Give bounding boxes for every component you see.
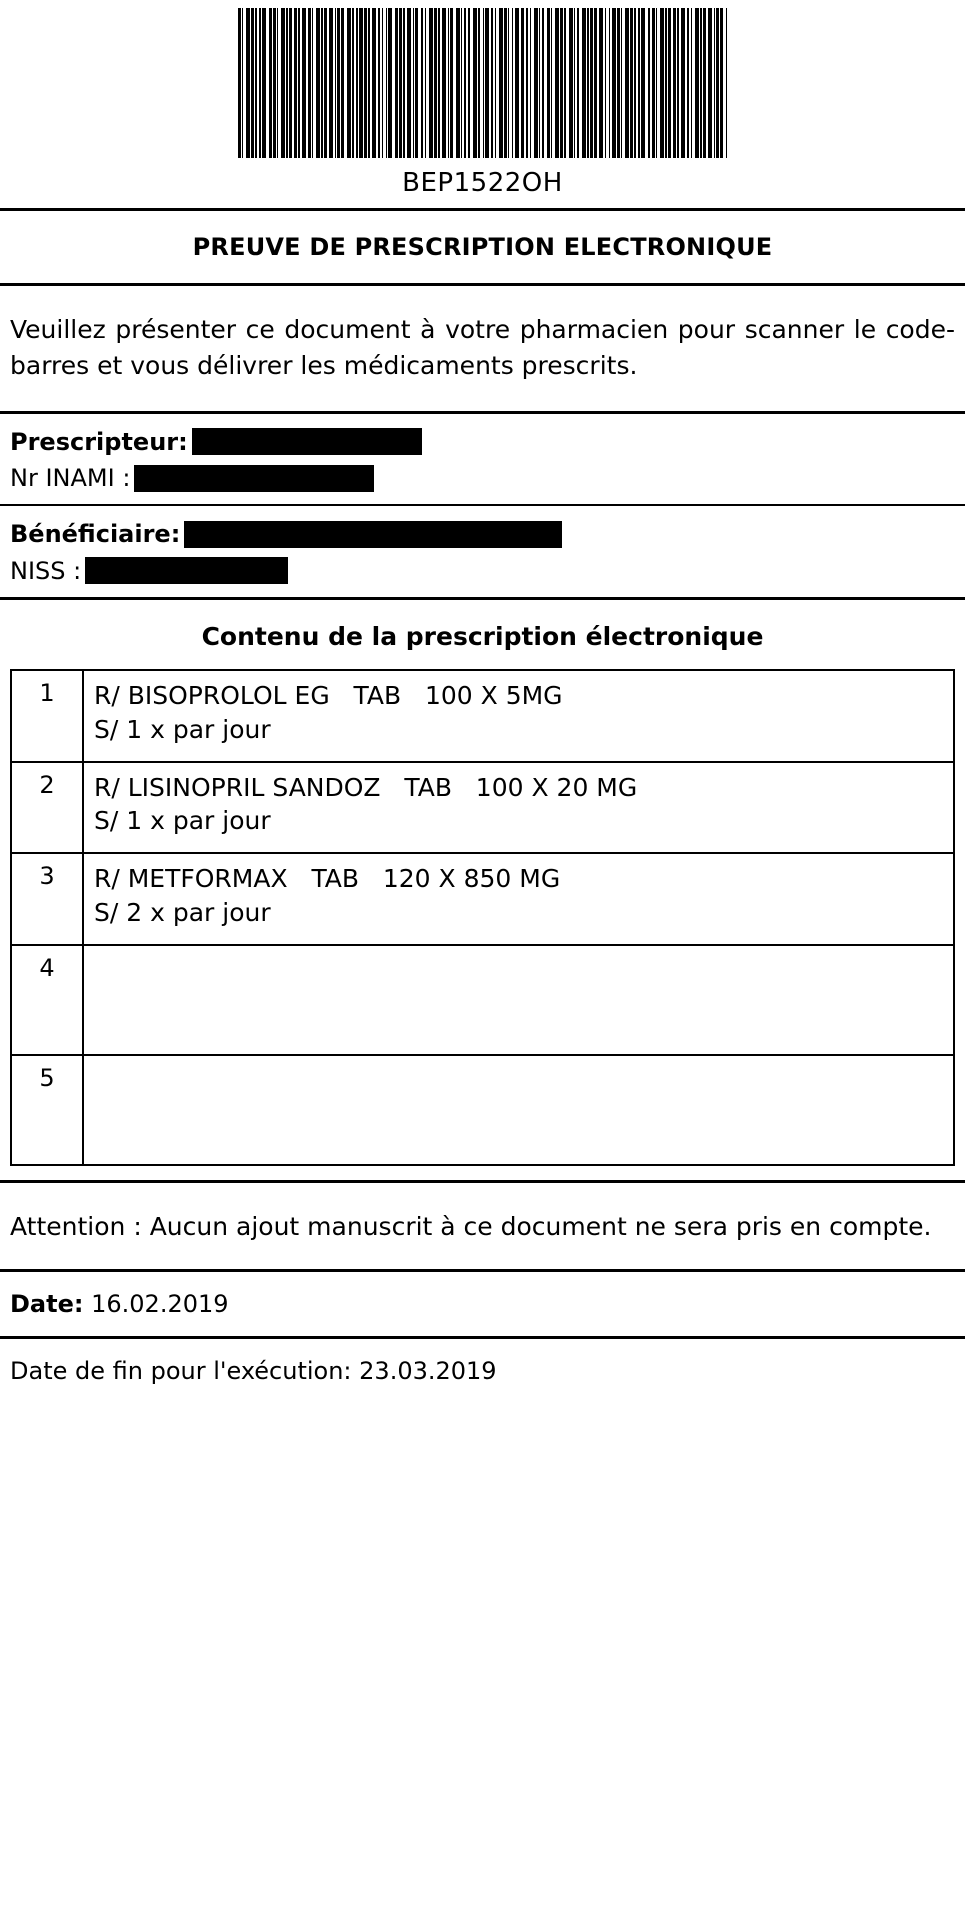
row-number: 4: [11, 945, 83, 1055]
table-row: [11, 762, 954, 854]
row-number: 3: [11, 853, 83, 945]
row-number: 2: [11, 762, 83, 854]
table-row: [11, 945, 954, 1055]
table-row: [11, 853, 954, 945]
barcode-caption: BEP1522OH: [402, 168, 563, 198]
table-row: [11, 670, 954, 762]
date-label: Date:: [10, 1289, 84, 1318]
row-content: [83, 945, 954, 1055]
page-title: PREUVE DE PRESCRIPTION ELECTRONIQUE: [192, 233, 773, 261]
medication-line: R/ METFORMAX TAB 120 X 850 MG: [94, 864, 561, 894]
posology-line: S/ 1 x par jour: [94, 714, 271, 744]
spacer-below-table: [0, 1166, 965, 1180]
niss-label: NISS :: [10, 556, 82, 585]
beneficiary-label: Bénéficiaire:: [10, 520, 181, 549]
date-row: [0, 1272, 965, 1336]
inami-redacted-value: [134, 465, 374, 492]
niss-row: [10, 553, 955, 589]
prescriber-label: Prescripteur:: [10, 427, 188, 456]
row-number: 5: [11, 1055, 83, 1165]
medication-line: R/ BISOPROLOL EG TAB 100 X 5MG: [94, 681, 563, 711]
date-value: 16.02.2019: [91, 1289, 229, 1318]
beneficiary-row: [10, 516, 955, 552]
table-row: [11, 1055, 954, 1165]
prescription-table: [10, 669, 955, 1166]
prescriber-row: [10, 424, 955, 460]
barcode-image: [238, 8, 728, 158]
posology-line: S/ 1 x par jour: [94, 806, 271, 836]
end-date-value: 23.03.2019: [359, 1356, 497, 1385]
inami-row: [10, 460, 955, 496]
attention-notice: Attention : Aucun ajout manuscrit à ce document ne sera pris en compte.: [10, 1211, 932, 1241]
row-content: [83, 853, 954, 945]
row-content: [83, 762, 954, 854]
beneficiary-redacted-value: [184, 521, 562, 548]
posology-line: S/ 2 x par jour: [94, 897, 271, 927]
niss-redacted-value: [85, 557, 288, 584]
end-date-label: Date de fin pour l'exécution:: [10, 1356, 352, 1385]
row-content: [83, 670, 954, 762]
beneficiary-block: [0, 506, 965, 597]
row-content: [83, 1055, 954, 1165]
intro-text: Veuillez présenter ce document à votre pharmacien pour scanner le code-barres et vous délivrer les médicaments prescrits.: [10, 315, 955, 381]
inami-label: Nr INAMI :: [10, 463, 131, 492]
row-number: 1: [11, 670, 83, 762]
prescriber-redacted-value: [192, 428, 422, 455]
barcode-block: [0, 0, 965, 198]
content-heading: Contenu de la prescription électronique: [201, 622, 764, 652]
end-date-row: [0, 1339, 965, 1395]
identity-block: [0, 414, 965, 505]
medication-line: R/ LISINOPRIL SANDOZ TAB 100 X 20 MG: [94, 772, 638, 802]
